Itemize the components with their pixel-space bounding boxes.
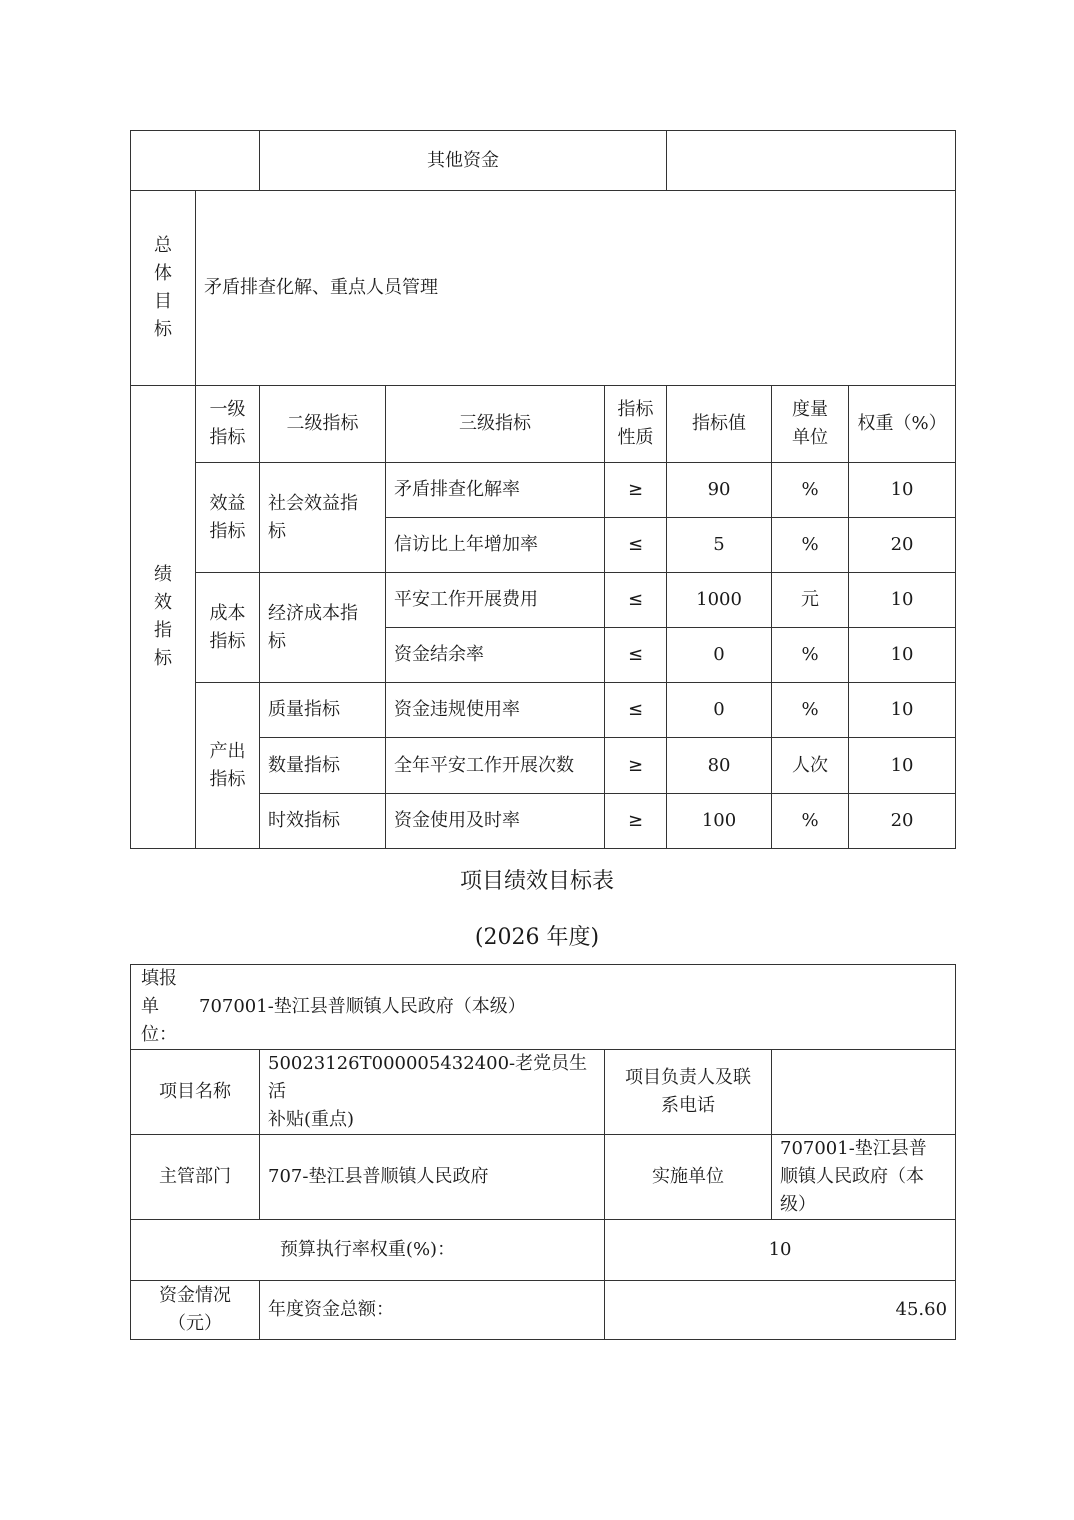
unit-cell: % <box>772 794 849 849</box>
value-cell: 0 <box>667 628 772 683</box>
weight-cell: 10 <box>849 628 956 683</box>
level3-cell: 平安工作开展费用 <box>386 573 605 628</box>
level2-cell: 经济成本指 标 <box>260 573 386 683</box>
other-funds-label: 其他资金 <box>260 131 667 191</box>
reporting-unit-cell <box>131 965 956 1050</box>
project-name-row <box>131 1050 956 1135</box>
empty-cell <box>131 131 260 191</box>
weight-cell: 10 <box>849 738 956 794</box>
unit-cell: % <box>772 628 849 683</box>
department-row <box>131 1135 956 1220</box>
value-cell: 0 <box>667 683 772 738</box>
overall-goal-text: 矛盾排查化解、重点人员管理 <box>196 191 956 386</box>
reporting-unit-row <box>131 965 956 1050</box>
funds-row <box>131 1281 956 1340</box>
nature-cell: ≥ <box>605 463 667 518</box>
overall-goal-row <box>131 191 956 386</box>
level3-cell: 资金违规使用率 <box>386 683 605 738</box>
level1-cell: 产出 指标 <box>196 683 260 849</box>
level1-cell: 成本 指标 <box>196 573 260 683</box>
reporting-unit-label: 填报 单 位： <box>141 968 177 1045</box>
weight-cell: 10 <box>849 683 956 738</box>
header-weight: 权重（%） <box>849 386 956 463</box>
year-subtitle: (2026 年度) <box>474 925 600 950</box>
header-level2: 二级指标 <box>260 386 386 463</box>
budget-weight-label: 预算执行率权重(%)： <box>131 1220 605 1281</box>
level2-cell: 数量指标 <box>260 738 386 794</box>
annual-total-value: 45.60 <box>605 1281 956 1340</box>
nature-cell: ≥ <box>605 738 667 794</box>
project-name-label: 项目名称 <box>131 1050 260 1135</box>
weight-cell: 10 <box>849 573 956 628</box>
nature-cell: ≤ <box>605 518 667 573</box>
level3-cell: 资金结余率 <box>386 628 605 683</box>
header-nature: 指标 性质 <box>605 386 667 463</box>
page-title: 项目绩效目标表 <box>459 869 614 894</box>
weight-cell: 10 <box>849 463 956 518</box>
level3-cell: 资金使用及时率 <box>386 794 605 849</box>
table-row <box>131 463 956 518</box>
level2-cell: 质量指标 <box>260 683 386 738</box>
unit-cell: % <box>772 683 849 738</box>
value-cell: 1000 <box>667 573 772 628</box>
header-unit: 度量 单位 <box>772 386 849 463</box>
level2-cell: 时效指标 <box>260 794 386 849</box>
impl-unit-value: 707001-垫江县普 顺镇人民政府（本 级） <box>772 1135 956 1220</box>
value-cell: 5 <box>667 518 772 573</box>
dept-value: 707-垫江县普顺镇人民政府 <box>260 1135 605 1220</box>
weight-cell: 20 <box>849 518 956 573</box>
unit-cell: 人次 <box>772 738 849 794</box>
nature-cell: ≤ <box>605 573 667 628</box>
annual-total-label: 年度资金总额： <box>260 1281 605 1340</box>
funds-label: 资金情况 （元） <box>131 1281 260 1340</box>
contact-value <box>772 1050 956 1135</box>
performance-indicator-label: 绩 效 指 标 <box>131 386 196 849</box>
level1-cell: 效益 指标 <box>196 463 260 573</box>
contact-label: 项目负责人及联 系电话 <box>605 1050 772 1135</box>
level3-cell: 信访比上年增加率 <box>386 518 605 573</box>
level3-cell: 全年平安工作开展次数 <box>386 738 605 794</box>
overall-goal-label: 总 体 目 标 <box>131 191 196 386</box>
header-row <box>131 386 956 463</box>
budget-weight-value: 10 <box>605 1220 956 1281</box>
nature-cell: ≥ <box>605 794 667 849</box>
impl-unit-label: 实施单位 <box>605 1135 772 1220</box>
nature-cell: ≤ <box>605 628 667 683</box>
project-info-table <box>130 964 956 1340</box>
table-row <box>131 683 956 738</box>
unit-cell: % <box>772 463 849 518</box>
level3-cell: 矛盾排查化解率 <box>386 463 605 518</box>
reporting-unit-value: 707001-垫江县普顺镇人民政府（本级） <box>199 996 526 1017</box>
other-funds-row <box>131 131 956 191</box>
weight-cell: 20 <box>849 794 956 849</box>
dept-label: 主管部门 <box>131 1135 260 1220</box>
project-name-value: 50023126T000005432400-老党员生活 补贴(重点) <box>260 1050 605 1135</box>
header-level3: 三级指标 <box>386 386 605 463</box>
table-row <box>131 573 956 628</box>
unit-cell: 元 <box>772 573 849 628</box>
level2-cell: 社会效益指 标 <box>260 463 386 573</box>
value-cell: 80 <box>667 738 772 794</box>
value-cell: 90 <box>667 463 772 518</box>
value-cell: 100 <box>667 794 772 849</box>
other-funds-value <box>667 131 956 191</box>
nature-cell: ≤ <box>605 683 667 738</box>
budget-weight-row <box>131 1220 956 1281</box>
performance-indicator-table <box>130 130 956 849</box>
header-value: 指标值 <box>667 386 772 463</box>
header-level1: 一级 指标 <box>196 386 260 463</box>
unit-cell: % <box>772 518 849 573</box>
